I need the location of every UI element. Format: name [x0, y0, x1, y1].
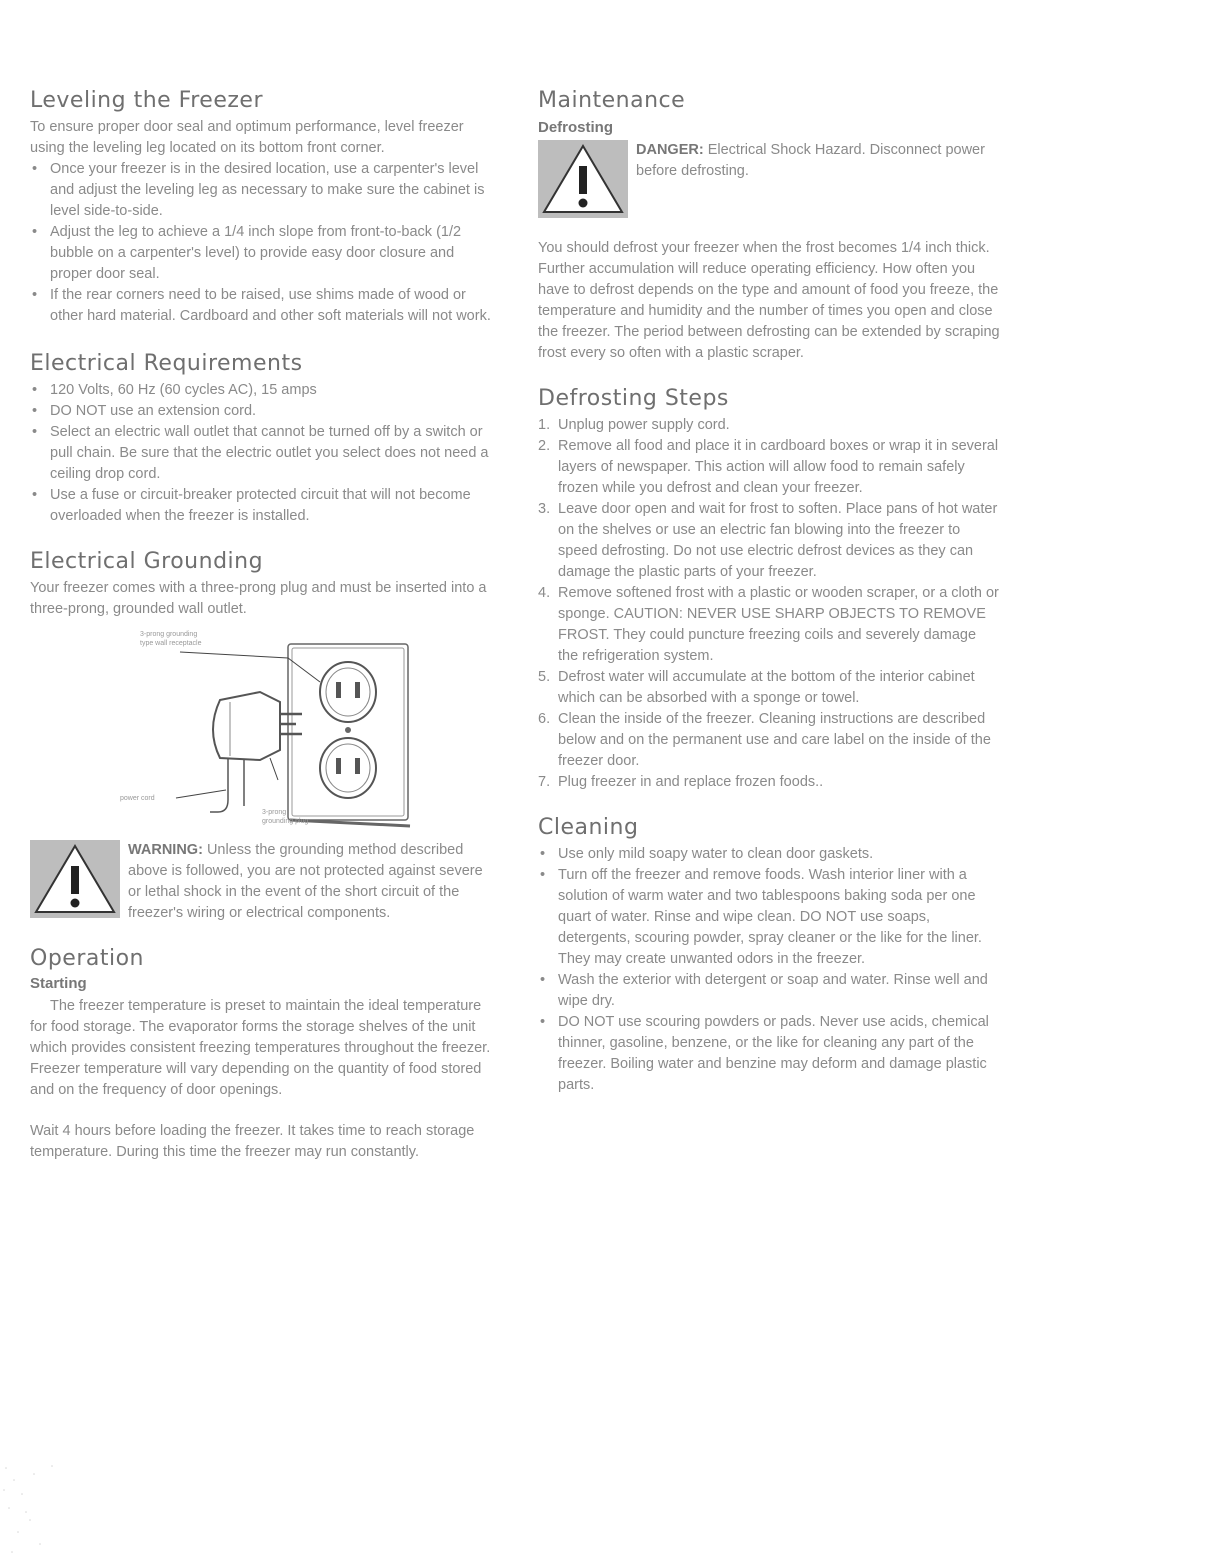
plug-outlet-illustration	[110, 630, 470, 830]
electrical-grounding-text: Your freezer comes with a three-prong plug and must be inserted into a three-prong, grounded wall outlet.	[30, 580, 487, 617]
operation-subheading: Starting	[30, 975, 87, 992]
defrosting-steps-section	[538, 386, 1000, 793]
list-item: • Once your freezer is in the desired location, use a carpenter's level and adjust the leveling leg as necessary to make sure the cabinet is level side-to-side.	[32, 161, 485, 219]
electrical-grounding-heading: Electrical Grounding	[30, 549, 264, 574]
leveling-list	[30, 159, 498, 327]
list-item: • DO NOT use an extension cord.	[32, 403, 257, 419]
power-cord-label: power cord	[120, 795, 155, 802]
operation-heading: Operation	[30, 946, 144, 971]
electrical-requirements-heading: Electrical Requirements	[30, 351, 303, 376]
operation-section	[30, 946, 498, 1163]
list-item: • Use only mild soapy water to clean door gaskets.	[540, 846, 874, 862]
maintenance-subheading: Defrosting	[538, 119, 613, 136]
left-column	[30, 88, 498, 1163]
cleaning-list	[538, 844, 1000, 1096]
list-item: • If the rear corners need to be raised, use shims made of wood or other hard material. Cardboard and other soft materials will not work.	[32, 287, 491, 324]
maintenance-section	[538, 88, 1000, 364]
electrical-requirements-section	[30, 351, 498, 527]
warning-text: WARNING: Unless the grounding method described above is followed, you are not protected against severe or lethal shock in the event of the short circuit of the freezer's wiring or electrical components.	[128, 842, 483, 921]
list-item: • Turn off the freezer and remove foods. Wash interior liner with a solution of warm water and two tablespoons baking soda per one quart of water. Rinse and wipe clean. DO NOT use soaps, detergents, scouring powder, spray cleaner or the like for the liner. They may create unwanted odors in the freezer.	[540, 867, 982, 967]
danger-label: DANGER:	[636, 142, 704, 158]
list-item: 7. Plug freezer in and replace frozen foods..	[538, 774, 824, 790]
list-item: 1. Unplug power supply cord.	[538, 417, 730, 433]
list-item: • Use a fuse or circuit-breaker protected circuit that will not become overloaded when the freezer is installed.	[32, 487, 471, 524]
receptacle-label: 3-prong grounding type wall receptacle	[140, 631, 202, 647]
list-item: 6. Clean the inside of the freezer. Cleaning instructions are described below and on the permanent use and care label on the inside of the freezer door.	[538, 711, 991, 769]
list-item: • DO NOT use scouring powders or pads. Never use acids, chemical thinner, gasoline, benzene, or the like for cleaning any part of the freezer. Boiling water and benzine may deform and damage plastic parts.	[540, 1014, 989, 1093]
electrical-grounding-section	[30, 549, 498, 924]
defrosting-steps-heading: Defrosting Steps	[538, 386, 729, 411]
leveling-section	[30, 88, 498, 327]
plug-label: 3-prong grounding plug	[262, 809, 309, 825]
list-item: 4. Remove softened frost with a plastic or wooden scraper, or a cloth or sponge. CAUTION: NEVER USE SHARP OBJECTS TO REMOVE FROST. They could puncture freezing coils and severely damage the refrigeration system.	[538, 585, 999, 664]
danger-icon	[538, 140, 628, 218]
power-cord	[210, 758, 228, 812]
list-item: • 120 Volts, 60 Hz (60 cycles AC), 15 amps	[32, 382, 317, 398]
grounding-diagram	[110, 630, 470, 830]
cleaning-section	[538, 815, 1000, 1096]
list-item: • Select an electric wall outlet that cannot be turned off by a switch or pull chain. Be sure that the electric outlet you select does not need a ceiling drop cord.	[32, 424, 489, 482]
defrosting-steps-list	[538, 415, 1000, 793]
danger-notice	[538, 140, 1000, 218]
grounding-warning	[30, 840, 498, 924]
list-item: • Wash the exterior with detergent or soap and water. Rinse well and wipe dry.	[540, 972, 988, 1009]
maintenance-heading: Maintenance	[538, 88, 686, 113]
outlet-top	[320, 662, 376, 722]
outlet-bottom	[320, 738, 376, 798]
list-item: 2. Remove all food and place it in cardboard boxes or wrap it in several layers of newspaper. This action will allow food to remain safely frozen while you defrost and clean your freezer.	[538, 438, 999, 496]
list-item: 3. Leave door open and wait for frost to soften. Place pans of hot water on the shelves or use an electric fan blowing into the freezer to speed defrosting. Do not use electric defrost devices as they can damage the plastic parts of your freezer.	[538, 501, 998, 580]
list-item: 5. Defrost water will accumulate at the bottom of the interior cabinet which can be absorbed with a sponge or towel.	[538, 669, 975, 706]
scan-noise	[0, 1460, 80, 1560]
cleaning-heading: Cleaning	[538, 815, 639, 840]
electrical-requirements-list	[30, 380, 498, 527]
plug-body	[213, 692, 280, 760]
maintenance-text: You should defrost your freezer when the frost becomes 1/4 inch thick. Further accumulation will reduce operating efficiency. How often you have to defrost depends on the type and amount of food you freeze, the temperature and humidity and the number of times you open and close the freezer. The period between defrosting can be extended by scraping frost every so often with a plastic scraper.	[538, 240, 1000, 361]
warning-icon	[30, 840, 120, 918]
operation-para-1: The freezer temperature is preset to maintain the ideal temperature for food storage. The evaporator forms the storage shelves of the unit which provides consistent freezing temperatures throughout the freezer. Freezer temperature will vary depending on the quantity of food stored and on the frequency of door openings.	[30, 998, 491, 1098]
danger-text: DANGER: Electrical Shock Hazard. Disconnect power before defrosting.	[636, 142, 985, 179]
right-column	[538, 88, 1000, 1096]
leveling-heading: Leveling the Freezer	[30, 88, 263, 113]
operation-para-2: Wait 4 hours before loading the freezer. It takes time to reach storage temperature. During this time the freezer may run constantly.	[30, 1123, 475, 1160]
warning-label: WARNING:	[128, 842, 203, 858]
leveling-intro: To ensure proper door seal and optimum performance, level freezer using the leveling leg located on its bottom front corner.	[30, 119, 464, 156]
list-item: • Adjust the leg to achieve a 1/4 inch slope from front-to-back (1/2 bubble on a carpenter's level) to provide easy door closure and proper door seal.	[32, 224, 462, 282]
